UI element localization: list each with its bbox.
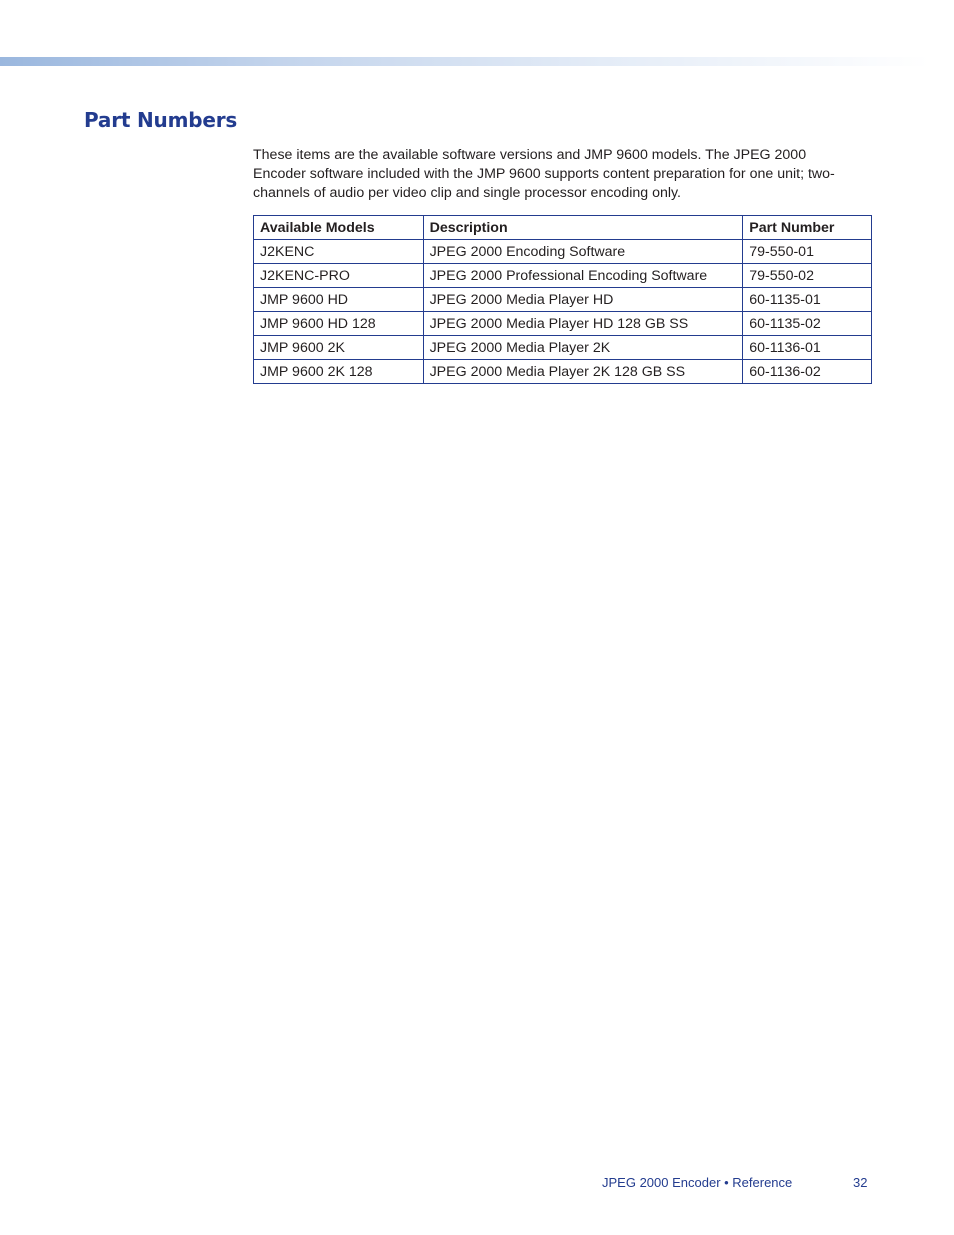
intro-paragraph: These items are the available software versions and JMP 9600 models. The JPEG 2000 Encoder software included with the JMP 9600 supports content preparation for one unit; two-channels of audio per video clip and single processor encoding only. [253,147,835,201]
header-gradient-band [0,57,930,66]
part-number-cell: 60-1136-01 [743,336,872,360]
part-number-cell: 60-1135-02 [743,312,872,336]
column-header-part-number: Part Number [743,216,872,240]
column-header-models: Available Models [254,216,424,240]
table-row [254,288,872,312]
section-title: Part Numbers [84,108,238,132]
model-cell: JMP 9600 2K [254,336,424,360]
model-cell: J2KENC [254,240,424,264]
description-cell: JPEG 2000 Encoding Software [423,240,743,264]
part-number-cell: 60-1136-02 [743,360,872,384]
part-numbers-table [253,215,872,384]
description-cell: JPEG 2000 Media Player HD [423,288,743,312]
description-cell: JPEG 2000 Media Player HD 128 GB SS [423,312,743,336]
model-cell: JMP 9600 HD 128 [254,312,424,336]
model-cell: JMP 9600 2K 128 [254,360,424,384]
part-number-cell: 60-1135-01 [743,288,872,312]
part-number-cell: 79-550-02 [743,264,872,288]
table-header-row [254,216,872,240]
table-row [254,336,872,360]
description-cell: JPEG 2000 Media Player 2K [423,336,743,360]
part-number-cell: 79-550-01 [743,240,872,264]
table-row [254,240,872,264]
page-number: 32 [853,1175,868,1190]
table-row [254,360,872,384]
table-row [254,264,872,288]
model-cell: JMP 9600 HD [254,288,424,312]
table-row [254,312,872,336]
footer-label: JPEG 2000 Encoder • Reference [602,1175,793,1190]
description-cell: JPEG 2000 Professional Encoding Software [423,264,743,288]
description-cell: JPEG 2000 Media Player 2K 128 GB SS [423,360,743,384]
column-header-description: Description [423,216,743,240]
model-cell: J2KENC-PRO [254,264,424,288]
